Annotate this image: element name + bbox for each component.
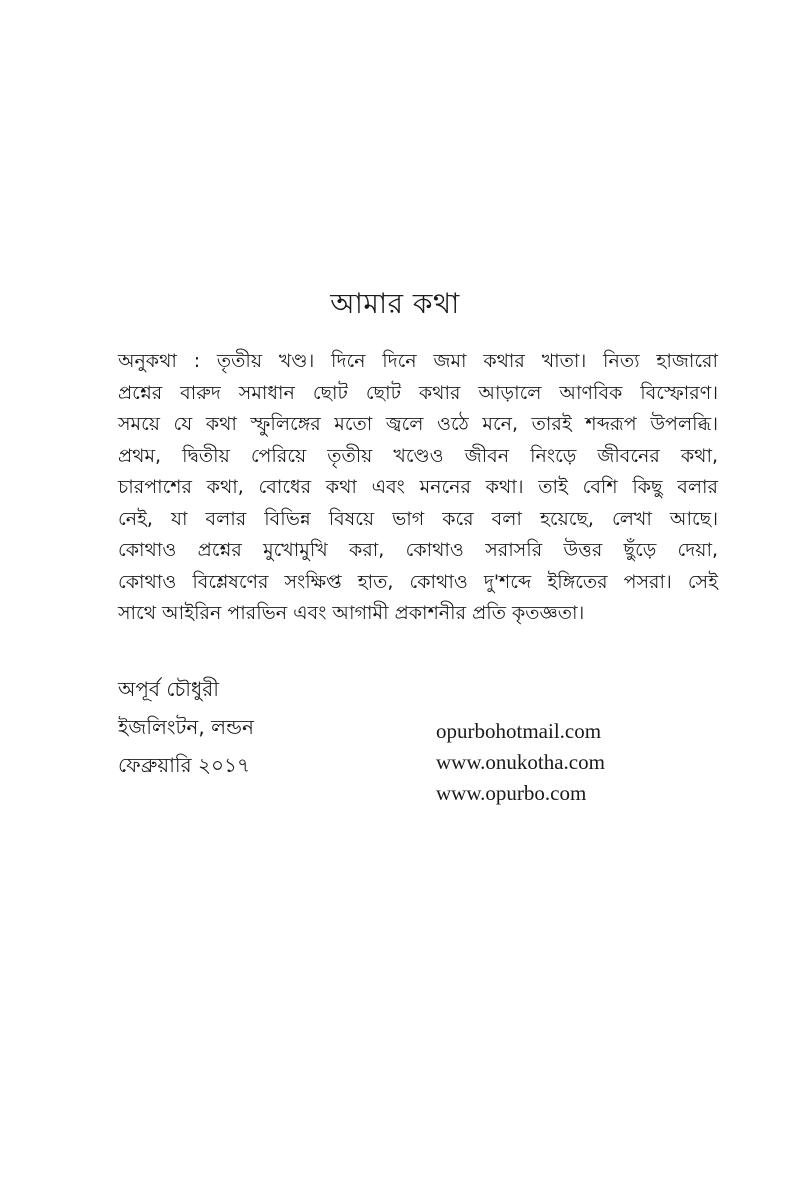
paragraph-line: প্রশ্নের বারুদ সমাধান ছোট ছোট কথার আড়ালে আণবিক বিস্ফোরণ। bbox=[118, 381, 718, 404]
website-onukotha: www.onukotha.com bbox=[436, 750, 605, 774]
preface-paragraph bbox=[118, 346, 718, 630]
email-text: opurbohotmail.com bbox=[436, 719, 602, 743]
signature-date: ফেব্রুয়ারি ২০১৭ bbox=[118, 753, 251, 777]
page-title: আমার কথা bbox=[330, 287, 460, 320]
paragraph-line: চারপাশের কথা, বোধের কথা এবং মননের কথা। তাই বেশি কিছু বলার bbox=[118, 476, 718, 498]
website-opurbo: www.opurbo.com bbox=[436, 781, 587, 805]
contact-block bbox=[436, 716, 605, 809]
paragraph-line: প্রথম, দ্বিতীয় পেরিয়ে তৃতীয় খণ্ডেও জীবন নিংড়ে জীবনের কথা, bbox=[118, 444, 718, 467]
paragraph-line: কোথাও বিশ্লেষণের সংক্ষিপ্ত হাত, কোথাও দু'শব্দে ইঙ্গিতের পসরা। সেই bbox=[118, 570, 718, 593]
author-name: অপূর্ব চৌধুরী bbox=[118, 677, 219, 701]
paragraph-line: সাথে আইরিন পারভিন এবং আগামী প্রকাশনীর প্রতি কৃতজ্ঞতা। bbox=[118, 602, 585, 624]
paragraph-line: কোথাও প্রশ্নের মুখোমুখি করা, কোথাও সরাসরি উত্তর ছুঁড়ে দেয়া, bbox=[118, 539, 718, 561]
author-location: ইজলিংটন, লন্ডন bbox=[118, 715, 254, 739]
paragraph-line: অনুকথা : তৃতীয় খণ্ড। দিনে দিনে জমা কথার খাতা। নিত্য হাজারো bbox=[118, 350, 718, 372]
author-signature bbox=[118, 670, 254, 784]
paragraph-line: সময়ে যে কথা স্ফুলিঙ্গের মতো জ্বলে ওঠে মনে, তারই শব্দরূপ উপলব্ধি। bbox=[118, 413, 718, 435]
paragraph-line: নেই, যা বলার বিভিন্ন বিষয়ে ভাগ করে বলা হয়েছে, লেখা আছে। bbox=[118, 507, 718, 530]
